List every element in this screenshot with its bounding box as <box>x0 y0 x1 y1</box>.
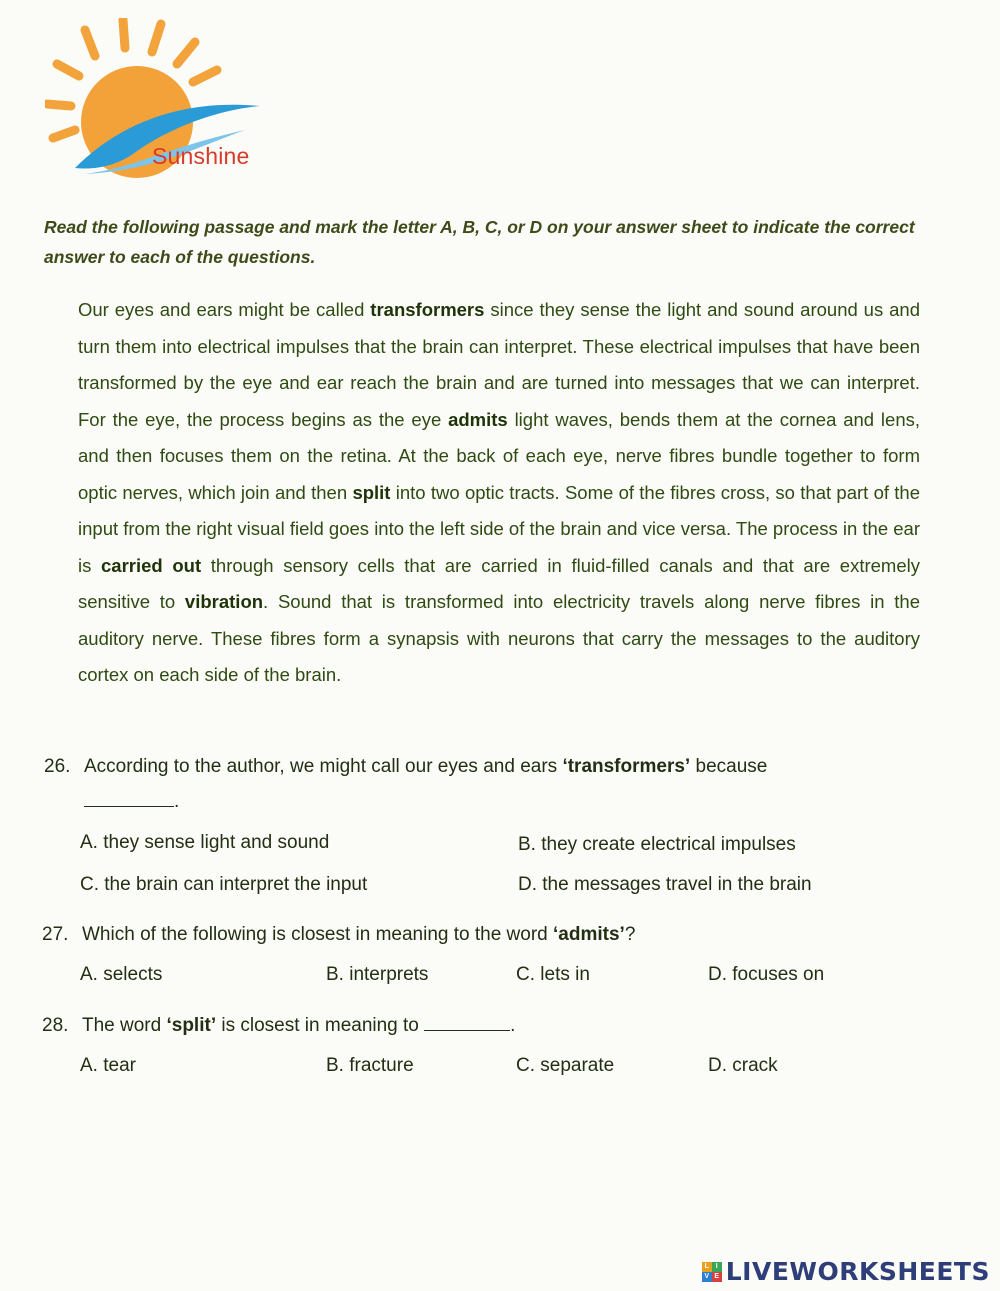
option-28-c[interactable]: C. separate <box>516 1055 615 1076</box>
keyword-transformers: transformers <box>370 299 485 320</box>
question-number: 26. <box>44 756 71 777</box>
question-27 <box>42 924 922 946</box>
question-text: Which of the following is closest in meaning to the word <box>82 924 554 945</box>
keyword-vibration: vibration <box>184 591 264 612</box>
option-28-b[interactable]: B. fracture <box>326 1055 414 1076</box>
question-26 <box>44 756 924 778</box>
keyword-admits: admits <box>448 408 508 430</box>
question-keyword: ‘transformers’ <box>562 756 691 777</box>
passage-text: . Sound that is transformed into electricity travels along nerve fibres in the auditory nerve. These fibres form a synapsis with neurons that carry the messages to the auditory cortex on each side of the brain. <box>78 591 920 685</box>
keyword-carried-out: carried out <box>101 554 202 576</box>
liveworksheets-icon: L I V E <box>702 1262 722 1282</box>
option-27-b[interactable]: B. interprets <box>326 964 429 985</box>
option-27-a[interactable]: A. selects <box>80 964 163 985</box>
passage-text: into two optic tracts. Some of the fibres cross, so that part of the input from the right visual field goes into the left side of the brain and vice versa. The process in the ear is <box>78 481 920 576</box>
reading-passage <box>78 292 920 694</box>
keyword-split: split <box>352 481 391 503</box>
question-text: . <box>510 1015 516 1036</box>
passage-text: light waves, bends them at the cornea and lens, and then focuses them on the retina. At the back of each eye, nerve fibres bundle together to form optic nerves, which join and then <box>78 408 920 503</box>
answer-blank[interactable] <box>424 1014 510 1031</box>
passage-text: through sensory cells that are carried in fluid-filled canals and that are extremely sensitive to <box>78 554 920 612</box>
question-text: According to the author, we might call our eyes and ears <box>84 756 563 777</box>
logo-text: Sunshine <box>152 143 250 169</box>
liveworksheets-text: LIVEWORKSHEETS <box>725 1257 990 1286</box>
passage-text: since they sense the light and sound around us and turn them into electrical impulses that the brain can interpret. These electrical impulses that have been transformed by the eye and ear reach the brain and are turned into messages that we can interpret. For the eye, the process begins as the eye <box>78 299 920 430</box>
question-text: is closest in meaning to <box>216 1015 425 1036</box>
question-text: The word <box>82 1015 167 1036</box>
question-number: 28. <box>42 1015 69 1036</box>
option-26-d[interactable]: D. the messages travel in the brain <box>518 874 812 895</box>
question-text: . <box>174 791 180 812</box>
question-keyword: ‘admits’ <box>553 924 625 945</box>
option-28-a[interactable]: A. tear <box>80 1055 136 1076</box>
option-27-c[interactable]: C. lets in <box>516 964 590 985</box>
passage-text: Our eyes and ears might be called <box>78 299 371 320</box>
question-text: because <box>690 756 768 777</box>
option-26-a[interactable]: A. they sense light and sound <box>80 832 330 853</box>
option-26-c[interactable]: C. the brain can interpret the input <box>80 874 368 895</box>
option-26-b[interactable]: B. they create electrical impulses <box>518 834 796 855</box>
question-26-blank-line <box>84 790 179 813</box>
liveworksheets-brand <box>702 1257 990 1286</box>
option-28-d[interactable]: D. crack <box>708 1055 778 1076</box>
instructions: Read the following passage and mark the letter A, B, C, or D on your answer sheet to indicate the correct answer to each of the questions. <box>44 217 915 267</box>
question-text: ? <box>624 924 636 945</box>
question-keyword: ‘split’ <box>166 1015 217 1036</box>
answer-blank[interactable] <box>84 790 174 807</box>
question-number: 27. <box>42 924 69 945</box>
option-27-d[interactable]: D. focuses on <box>708 964 825 985</box>
question-28 <box>42 1014 922 1037</box>
